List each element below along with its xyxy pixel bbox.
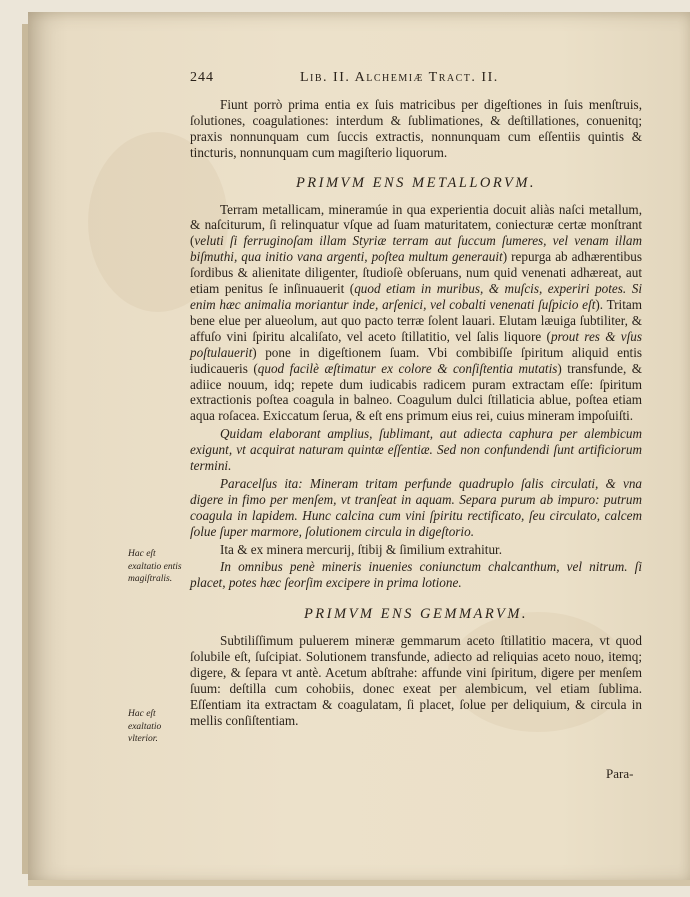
catchword: Para-: [606, 766, 634, 781]
text-run-italic: Mineram tritam perfunde quadruplo ſalis circulati, & vna digere in fimo per menſem, vt tranſeat in aquam. Separa purum ab impuro: putrum coagula in lapidem. Hunc calcina cum vini ſpiritu rectificato, ſeu circulato, calcem ſolue ſuper marmore, ſolutionem circula in digeſtorio.: [190, 475, 643, 539]
intro-paragraph: Fiunt porrò prima entia ex ſuis matricibus per digeſtiones in ſuis menſtruis, ſolutiones, coagulationes: interdum & ſublimationes, & deſtillationes, conuenitq; praxis nonnunquam cum ſuccis extractis, nonnunquam cum eſſentiis quintis & tincturis, nonnunquam cum magiſterio liquorum.: [190, 97, 642, 160]
text-run-italic: quod etiam in muribus, & muſcis, experiri potes. Si enim hæc animalia moriantur inde, arſenici, vel cobalti venenati ſuſpicio eſt: [190, 281, 642, 312]
page-body: [190, 91, 642, 729]
omnibus-paragraph: In omnibus penè mineris inuenies coniunctum chalcanthum, vel nitrum. ſi placet, potes hæc ſeorſim excipere in prima lotione.: [190, 559, 642, 591]
metallorum-paragraph: [190, 202, 642, 425]
text-run-italic: Paracelſus ita:: [220, 475, 303, 491]
text-run-italic: quod facilè æſtimatur ex colore & conſiſtentia mutatis: [257, 360, 558, 376]
page-number: 244: [190, 70, 214, 85]
text-run-italic: veluti ſi ferruginoſam illam Styriæ terram aut ſuccum ſumeres, vel venam illam biſmuthi, qua initio vana argenti, poſtea multum generauit: [190, 233, 642, 265]
margin-note-exaltatio: Hac eſt exaltatio entis magiſtralis.: [128, 549, 182, 584]
text-run: ) transfunde, & adiice nouum, idq; repete dum iudicabis radicem puram extractam eſſe: ſpiritum extractionis poſtea coagula in balneo. Coagulum dulci ſtillaticia ablue, poſtea etiam aqua roſacea. Exiccatum ſerua, & eſt ens primum eius rei, cuius mineram impoſuiſti.: [190, 360, 643, 424]
text-run: ). Tritam bene elue per alueolum, aut quo pacto terræ ſolent lauari. Elutam læuiga ſubtiliter, & affuſo vini ſpiritu alcaliſato, vel aceto ſtillatitio, vel ſalis liquore (: [190, 296, 642, 344]
text-run: Terram metallicam, mineramúe in qua experientia docuit aliàs naſci metallum, & naſciturum, ſi relinquatur vſque ad ſuam maturitatem, coniecturæ certæ monſtrant (: [190, 201, 642, 249]
text-run: ) repurga ab adhærentibus ſordibus & alienitate diligenter, ſtudioſè obſeruans, num quid venenati adhæreat, aut etiam penitus ſe inſinuauerit (: [190, 249, 642, 297]
page-edge-bottom: [28, 880, 690, 886]
running-title: Lib. II. Alchemiæ Tract. II.: [300, 70, 499, 85]
margin-note-exaltatio-ulterior: Hac eſt exaltatio vlterior.: [128, 709, 162, 744]
text-run: ) pone in digeſtionem ſuam. Vbi combibiſſe ſpiritum aliquid entis iudicaueris (: [190, 344, 642, 376]
paracelsus-paragraph: [190, 476, 642, 540]
ita-paragraph: Ita & ex minera mercurij, ſtibij & ſimilium extrahitur.: [220, 541, 502, 557]
section-heading-gemmarum: PRIMVM ENS GEMMARVM.: [303, 606, 529, 623]
text-run-italic: prout res & vſus poſtulauerit: [190, 328, 643, 360]
section-heading-metallorum: PRIMVM ENS METALLORVM.: [295, 174, 537, 191]
quidam-paragraph: Quidam elaborant amplius, ſublimant, aut adiecta caphura per alembicum exigunt, vt acquirat naturam quintæ eſſentiæ. Sed non confundendi ſunt artificiorum termini.: [190, 426, 642, 474]
gemmarum-paragraph: Subtiliſſimum puluerem mineræ gemmarum aceto ſtillatitio macera, vt quod ſolubile eſt, ſuſcipiat. Solutionem transfunde, adiecto ad reliquias aceto nouo, itemq; digere, & ſepara vt antè. Acetum abſtrahe: affunde vini ſpiritum, digere per menſem ſuum: deſtilla cum cohobiis, donec exeat per alembicum, vel etiam ſublima. Eſſentiam ita extractam & coagulatam, ſi placet, ſolue per deliquium, & circula in mellis conſiſtentiam.: [190, 633, 642, 728]
